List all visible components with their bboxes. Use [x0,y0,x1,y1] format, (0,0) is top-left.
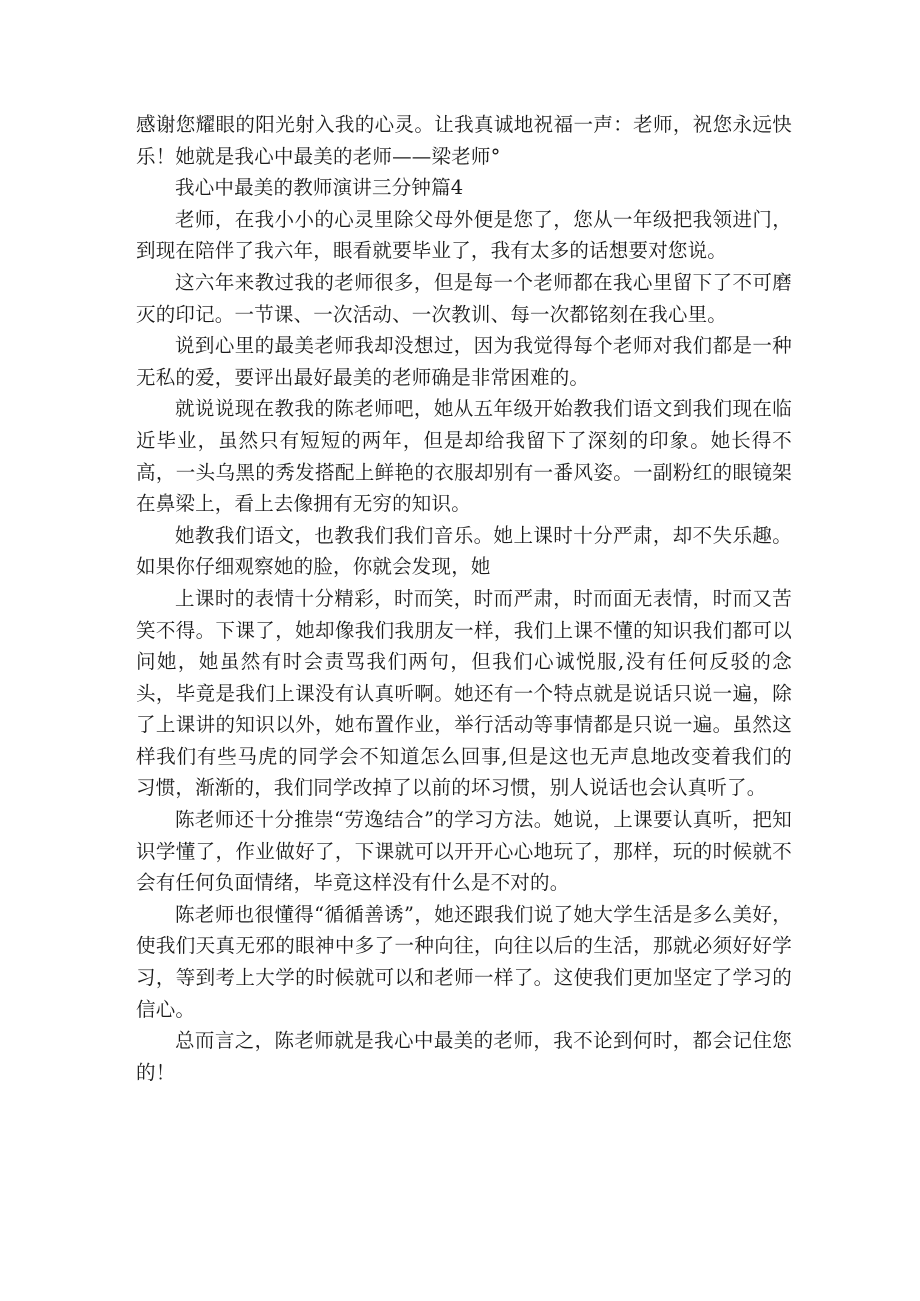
paragraph-4: 就说说现在教我的陈老师吧，她从五年级开始教我们语文到我们现在临近毕业，虽然只有短短的两年，但是却给我留下了深刻的印象。她长得不高，一头乌黑的秀发搭配上鲜艳的衣服却别有一番风姿。一副粉红的眼镜架在鼻梁上，看上去像拥有无穷的知识。 [136,397,792,516]
paragraph-8: 陈老师也很懂得“循循善诱”，她还跟我们说了她大学生活是多么美好，使我们天真无邪的眼神中多了一种向往，向往以后的生活，那就必须好好学习，等到考上大学的时候就可以和老师一样了。这使我们更加坚定了学习的信心。 [136,902,792,1021]
paragraph-9: 总而言之，陈老师就是我心中最美的老师，我不论到何时，都会记住您的！ [136,1029,792,1084]
paragraph-2: 这六年来教过我的老师很多，但是每一个老师都在我心里留下了不可磨灭的印记。一节课、一次活动、一次教训、每一次都铭刻在我心里。 [136,270,792,326]
paragraph-6: 上课时的表情十分精彩，时而笑，时而严肃，时而面无表情，时而又苦笑不得。下课了，她却像我们我朋友一样，我们上课不懂的知识我们都可以问她，她虽然有时会责骂我们两句，但我们心诚悦服,没有任何反驳的念头，毕竟是我们上课没有认真听啊。她还有一个特点就是说话只说一遍，除了上课讲的知识以外，她布置作业，举行活动等事情都是只说一遍。虽然这样我们有些马虎的同学会不知道怎么回事,但是这也无声息地改变着我们的习惯，渐渐的，我们同学改掉了以前的坏习惯，别人说话也会认真听了。 [136,586,792,800]
paragraph-1: 老师，在我小小的心灵里除父母外便是您了，您从一年级把我领进门，到现在陪伴了我六年，眼看就要毕业了，我有太多的话想要对您说。 [136,207,792,263]
document-body [136,109,792,1088]
paragraph-3: 说到心里的最美老师我却没想过，因为我觉得每个老师对我们都是一种无私的爱，要评出最好最美的老师确是非常困难的。 [136,334,792,389]
paragraph-7: 陈老师还十分推崇“劳逸结合”的学习方法。她说，上课要认真听，把知识学懂了，作业做好了，下课就可以开开心心地玩了，那样，玩的时候就不会有任何负面情绪，毕竟这样没有什么是不对的。 [136,808,792,895]
paragraph-5: 她教我们语文，也教我们我们音乐。她上课时十分严肃，却不失乐趣。如果你仔细观察她的脸，你就会发现，她 [136,523,792,579]
section-heading: 我心中最美的教师演讲三分钟篇4 [175,176,464,200]
opening-paragraph: 感谢您耀眼的阳光射入我的心灵。让我真诚地祝福一声：老师，祝您永远快乐！她就是我心中最美的老师——梁老师° [136,113,792,168]
